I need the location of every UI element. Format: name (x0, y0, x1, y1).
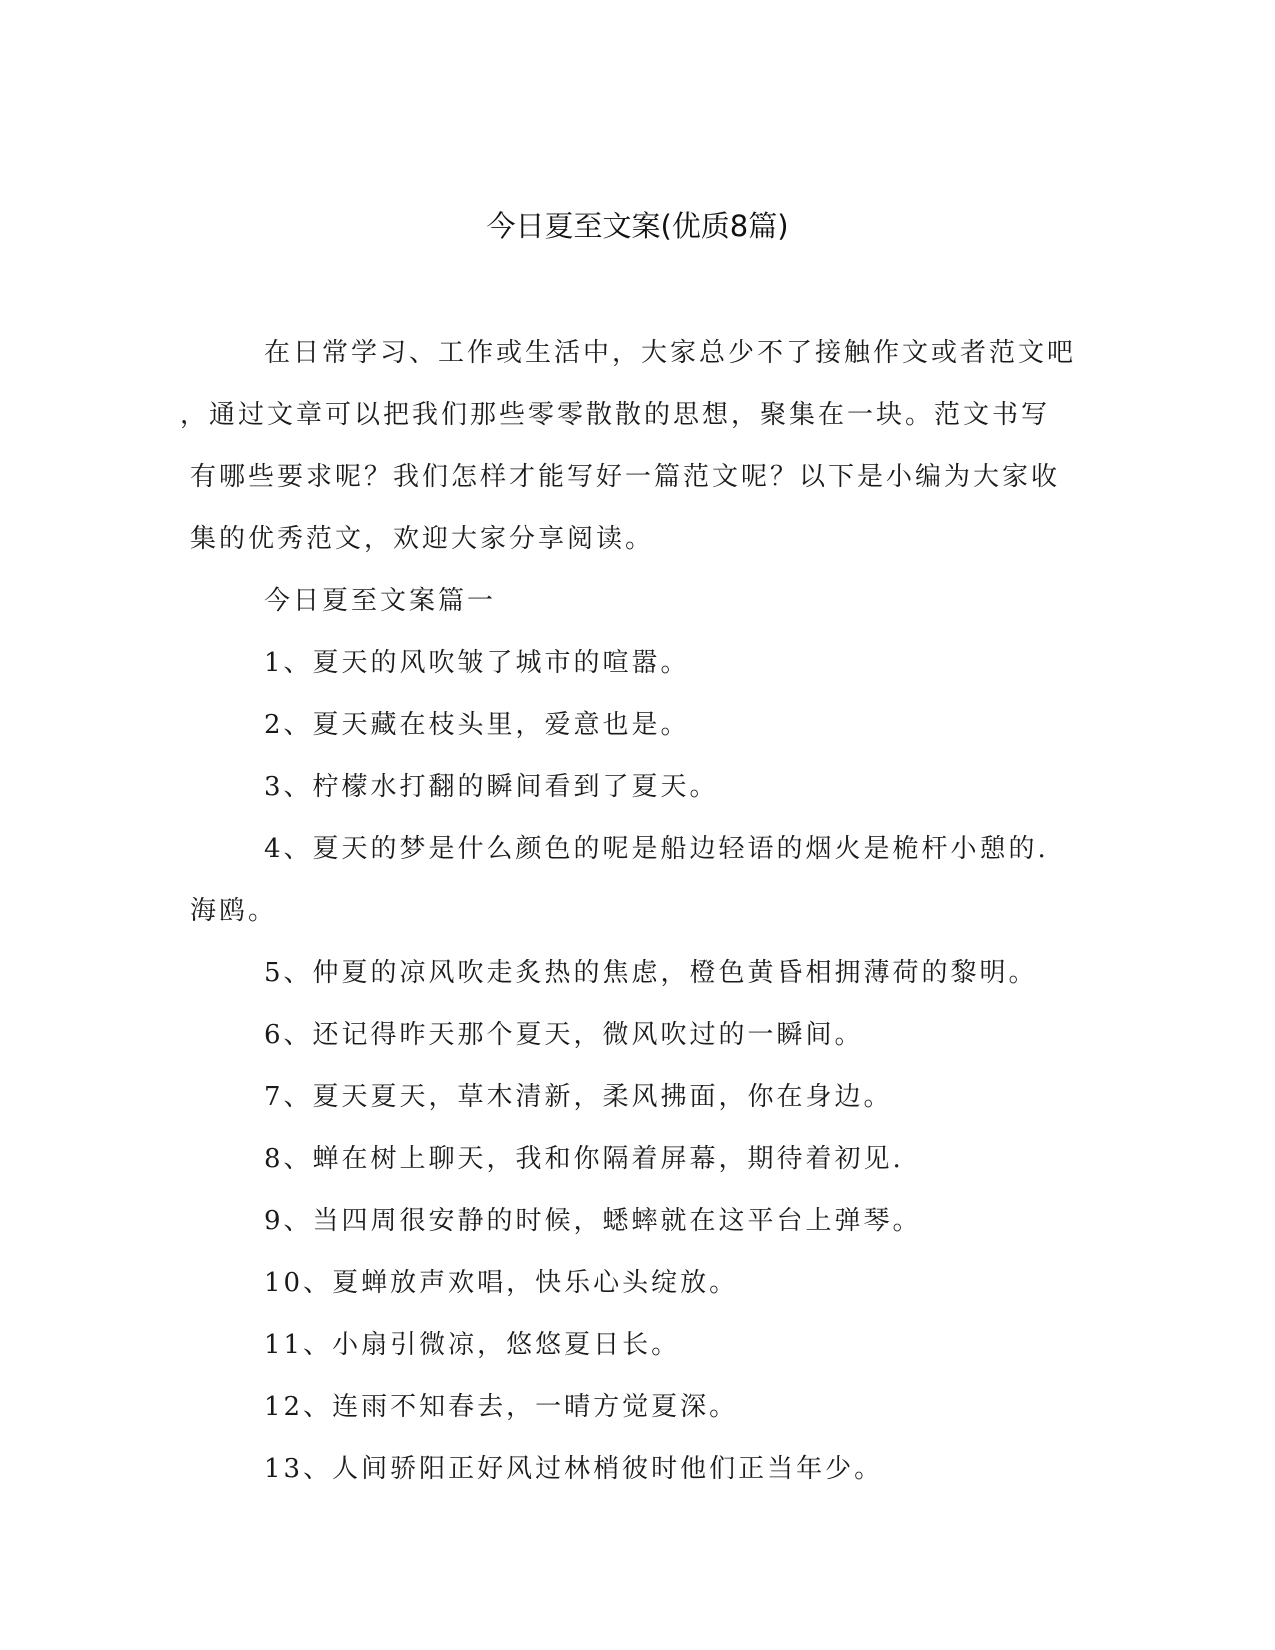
list-item: 9、当四周很安静的时候，蟋蟀就在这平台上弹琴。 (264, 1206, 922, 1236)
page-title: 今日夏至文案(优质8篇) (486, 209, 789, 243)
intro-line: 有哪些要求呢？我们怎样才能写好一篇范文呢？以下是小编为大家收 (190, 462, 1061, 492)
content-list (190, 570, 1070, 1500)
intro-paragraph (180, 322, 1077, 570)
list-item: 8、蝉在树上聊天，我和你隔着屏幕，期待着初见. (264, 1144, 904, 1174)
list-item: 4、夏天的梦是什么颜色的呢是船边轻语的烟火是桅杆小憩的.海鸥。 (190, 834, 1049, 926)
intro-line: 集的优秀范文，欢迎大家分享阅读。 (190, 524, 655, 554)
list-item: 1、夏天的风吹皱了城市的喧嚣。 (264, 648, 690, 678)
list-item: 2、夏天藏在枝头里，爱意也是。 (264, 710, 690, 740)
list-item: 6、还记得昨天那个夏天，微风吹过的一瞬间。 (264, 1020, 864, 1050)
list-item: 7、夏天夏天，草木清新，柔风拂面，你在身边。 (264, 1082, 893, 1112)
intro-line: 在日常学习、工作或生活中，大家总少不了接触作文或者范文吧 (264, 338, 1077, 368)
list-item: 3、柠檬水打翻的瞬间看到了夏天。 (264, 772, 719, 802)
list-item: 13、人间骄阳正好风过林梢彼时他们正当年少。 (264, 1454, 884, 1484)
list-item: 12、连雨不知春去，一晴方觉夏深。 (264, 1392, 739, 1422)
intro-line: ，通过文章可以把我们那些零零散散的思想，聚集在一块。范文书写 (180, 400, 1051, 430)
section-heading: 今日夏至文案篇一 (264, 586, 497, 616)
list-item: 10、夏蝉放声欢唱，快乐心头绽放。 (264, 1268, 739, 1298)
list-item: 11、小扇引微凉，悠悠夏日长。 (264, 1330, 681, 1360)
list-item: 5、仲夏的凉风吹走炙热的焦虑，橙色黄昏相拥薄荷的黎明。 (264, 958, 1038, 988)
